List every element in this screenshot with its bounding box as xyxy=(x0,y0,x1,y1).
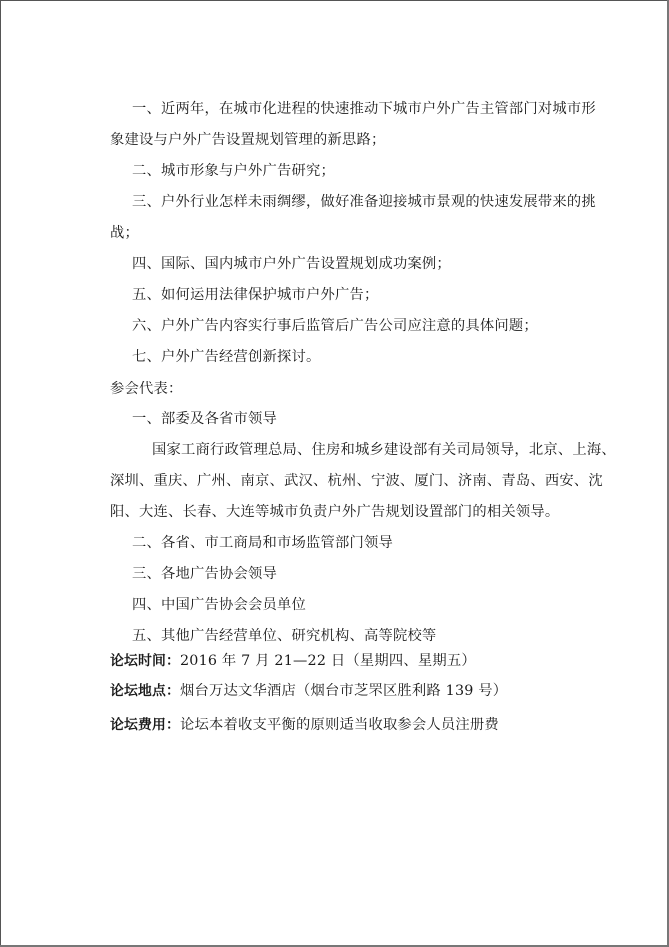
topic-line-3: 三、户外行业怎样未雨绸缪，做好准备迎接城市景观的快速发展带来的挑 xyxy=(132,194,596,210)
forum-time-value: 2016 年 7 月 21—22 日（星期四、星期五） xyxy=(179,653,476,669)
page-border-left xyxy=(0,0,1,947)
topic-line-1-cont: 象建设与户外广告设置规划管理的新思路； xyxy=(110,132,386,148)
representative-item-3: 三、各地广告协会领导 xyxy=(132,566,277,582)
topic-line-2: 二、城市形象与户外广告研究； xyxy=(132,163,335,179)
representative-item-1-detail-cont: 深圳、重庆、广州、南京、武汉、杭州、宁波、厦门、济南、青岛、西安、沈 xyxy=(110,473,603,489)
forum-time-label: 论坛时间： xyxy=(110,653,180,669)
representative-item-4: 四、中国广告协会会员单位 xyxy=(132,597,306,613)
representative-item-2: 二、各省、市工商局和市场监管部门领导 xyxy=(132,535,393,551)
page-border-top xyxy=(0,0,669,1)
representatives-heading: 参会代表： xyxy=(110,381,183,397)
forum-place xyxy=(110,681,507,701)
topic-line-3-cont: 战； xyxy=(110,225,139,241)
topic-line-4: 四、国际、国内城市户外广告设置规划成功案例； xyxy=(132,256,451,272)
forum-time xyxy=(110,651,476,671)
forum-place-value: 烟台万达文华酒店（烟台市芝罘区胜利路 139 号） xyxy=(179,683,508,699)
representative-item-1-detail: 国家工商行政管理总局、住房和城乡建设部有关司局领导，北京、上海、 xyxy=(152,442,616,458)
forum-fee xyxy=(110,715,499,735)
representative-item-5: 五、其他广告经营单位、研究机构、高等院校等 xyxy=(132,628,437,644)
topic-line-6: 六、户外广告内容实行事后监管后广告公司应注意的具体问题； xyxy=(132,318,538,334)
representative-item-1-detail-cont2: 阳、大连、长春、大连等城市负责户外广告规划设置部门的相关领导。 xyxy=(110,504,560,520)
forum-fee-value: 论坛本着收支平衡的原则适当收取参会人员注册费 xyxy=(179,717,499,733)
representative-item-1: 一、部委及各省市领导 xyxy=(132,411,277,427)
forum-fee-label: 论坛费用： xyxy=(110,717,180,733)
topic-line-5: 五、如何运用法律保护城市户外广告； xyxy=(132,287,379,303)
forum-place-label: 论坛地点： xyxy=(110,683,180,699)
topic-line-7: 七、户外广告经营创新探讨。 xyxy=(132,349,321,365)
topic-line-1: 一、近两年，在城市化进程的快速推动下城市户外广告主管部门对城市形 xyxy=(132,101,596,117)
